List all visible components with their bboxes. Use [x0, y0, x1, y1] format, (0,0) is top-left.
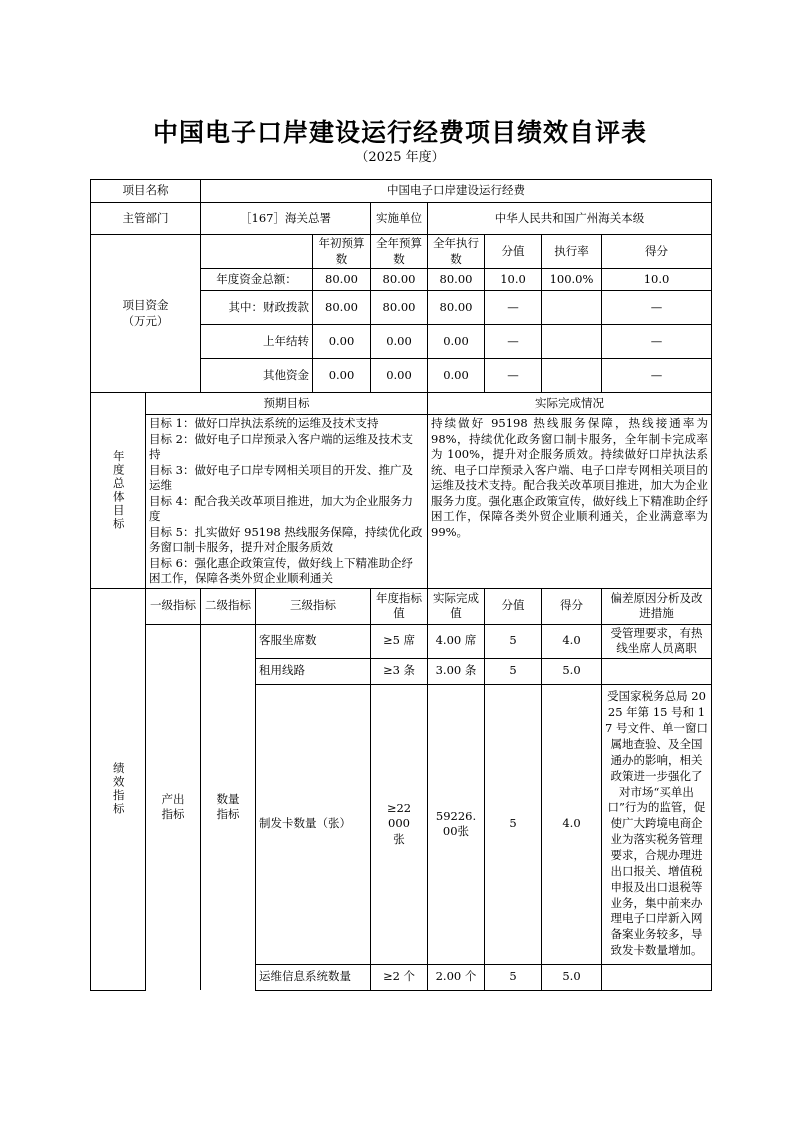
funds-row-label: [201, 325, 313, 359]
ind-row-reason: [602, 964, 712, 990]
ind-row-reason: [602, 658, 712, 684]
funds-row-label: 其中：财政拨款: [201, 291, 313, 325]
goals-actual-text: 持续做好 95198 热线服务保障，热线接通率为 98%，持续优化政务窗口制卡服务，全年制卡完成率为 100%，提升对企服务质效。持续做好口岸执法系统、电子口岸预录入客户端、电子口岸专网相关项目的运维及技术支持。配合我关改革项目推进，加大为企业服务力度。强化惠企政策宣传，做好线上下精准助企纾困工作，保障各类外贸企业顺利通关，企业满意率为 99%。: [428, 415, 712, 589]
ind-row-target: [371, 684, 428, 964]
funds-header-rate: 执行率: [542, 235, 602, 269]
impl-label: 实施单位: [371, 203, 428, 235]
indicators-label: [91, 588, 146, 990]
dept-value: ［167］海关总署: [201, 203, 371, 235]
funds-row-label: [201, 359, 313, 393]
ind-header-level1: 一级指标: [146, 588, 201, 624]
indicators-label-text: 绩效指标: [111, 762, 126, 817]
funds-header-blank: [201, 235, 313, 269]
ind-row-points: 4.0: [542, 624, 602, 658]
funds-cell: 0.00: [313, 325, 371, 359]
ind-header-target: 年度指标值: [371, 588, 428, 624]
funds-cell: —: [485, 291, 542, 325]
funds-cell: 100.0%: [542, 269, 602, 291]
goal-item: 目标 6：强化惠企政策宣传，做好线上下精准助企纾困工作，保障各类外贸企业顺利通关: [149, 555, 413, 586]
ind-row-target: ≥3 条: [371, 658, 428, 684]
funds-cell: [542, 291, 602, 325]
funds-cell: 80.00: [313, 269, 371, 291]
goals-expected-list: [146, 415, 428, 589]
funds-cell: —: [602, 291, 712, 325]
funds-header-annual: 全年预算数: [371, 235, 428, 269]
funds-label: [91, 235, 201, 393]
funds-cell: 80.00: [371, 291, 428, 325]
funds-cell: 0.00: [371, 325, 428, 359]
funds-row-label-text: 其他资金: [263, 367, 309, 382]
funds-header-score: 分值: [485, 235, 542, 269]
funds-cell: —: [602, 359, 712, 393]
ind-row-actual-text: 59226.00张: [435, 808, 477, 839]
impl-value: 中华人民共和国广州海关本级: [428, 203, 712, 235]
ind-row-points: 4.0: [542, 684, 602, 964]
goal-item: 目标 5：扎实做好 95198 热线服务保障，持续优化政务窗口制卡服务，提升对企服务质效: [149, 524, 423, 555]
funds-header-points: 得分: [602, 235, 712, 269]
funds-row-label: 年度资金总额：: [201, 269, 313, 291]
ind-row-target: ≥5 席: [371, 624, 428, 658]
funds-cell: 0.00: [428, 325, 485, 359]
ind-row-actual: [428, 684, 485, 964]
funds-label-text: 项目资金（万元）: [122, 298, 169, 328]
ind-row-actual: 4.00 席: [428, 624, 485, 658]
ind-row-points: 5.0: [542, 964, 602, 990]
project-name-label: 项目名称: [91, 180, 201, 203]
ind-header-actual: 实际完成值: [428, 588, 485, 624]
ind-header-points: 得分: [542, 588, 602, 624]
ind-row-name: 制发卡数量（张）: [256, 684, 371, 964]
funds-cell: —: [485, 359, 542, 393]
project-name-value: 中国电子口岸建设运行经费: [201, 180, 712, 203]
goal-item: 目标 1：做好口岸执法系统的运维及技术支持: [149, 416, 379, 431]
page-title: 中国电子口岸建设运行经费项目绩效自评表: [152, 118, 647, 147]
funds-row-label-text: 上年结转: [263, 333, 309, 348]
funds-cell: [542, 359, 602, 393]
ind-level2: [201, 624, 256, 990]
ind-header-reason: 偏差原因分析及改进措施: [602, 588, 712, 624]
ind-row-target: ≥2 个: [371, 964, 428, 990]
funds-cell: 0.00: [428, 359, 485, 393]
ind-row-name: 租用线路: [256, 658, 371, 684]
funds-cell: 10.0: [602, 269, 712, 291]
funds-cell: 0.00: [371, 359, 428, 393]
ind-row-reason: 受管理要求，有热线坐席人员离职: [602, 624, 712, 658]
ind-row-points: 5.0: [542, 658, 602, 684]
funds-cell: 80.00: [428, 269, 485, 291]
dept-label: 主管部门: [91, 203, 201, 235]
ind-row-score: 5: [485, 624, 542, 658]
funds-cell: 0.00: [313, 359, 371, 393]
ind-level2-text: 数量指标: [216, 791, 240, 822]
goals-label: [91, 393, 146, 589]
ind-row-score: 5: [485, 658, 542, 684]
ind-level1: [146, 624, 201, 990]
ind-row-actual: 2.00 个: [428, 964, 485, 990]
ind-row-actual: 3.00 条: [428, 658, 485, 684]
goals-actual-header: 实际完成情况: [428, 393, 712, 415]
funds-header-initial: 年初预算数: [313, 235, 371, 269]
funds-cell: 80.00: [371, 269, 428, 291]
funds-cell: —: [602, 325, 712, 359]
ind-row-score: 5: [485, 684, 542, 964]
ind-header-level2: 二级指标: [201, 588, 256, 624]
goal-item: 目标 2：做好电子口岸预录入客户端的运维及技术支持: [149, 431, 413, 462]
funds-cell: 10.0: [485, 269, 542, 291]
goal-item: 目标 3：做好电子口岸专网相关项目的开发、推广及运维: [149, 462, 413, 493]
ind-row-target-text: ≥22000张: [386, 800, 412, 846]
ind-header-score: 分值: [485, 588, 542, 624]
funds-cell: 80.00: [428, 291, 485, 325]
ind-row-name: 运维信息系统数量: [256, 964, 371, 990]
goals-expected-header: 预期目标: [146, 393, 428, 415]
evaluation-table: [90, 179, 712, 991]
funds-cell: 80.00: [313, 291, 371, 325]
ind-row-reason: 受国家税务总局 2025 年第 15 号和 17 号文件、单一窗口属地查验、及全国通办的影响，相关政策进一步强化了对市场“买单出口”行为的监管，促使广大跨境电商企业为落实税务管理要求，合规办理进出口报关、增值税申报及出口退税等业务，集中前来办理电子口岸新入网备案业务较多，导致发卡数量增加。: [602, 684, 712, 964]
page-subtitle: （2025 年度）: [355, 150, 445, 165]
ind-row-score: 5: [485, 964, 542, 990]
ind-level1-text: 产出指标: [161, 791, 185, 822]
goals-label-text: 年度总体目标: [111, 449, 126, 531]
ind-header-level3: 三级指标: [256, 588, 371, 624]
funds-cell: —: [485, 325, 542, 359]
funds-cell: [542, 325, 602, 359]
goal-item: 目标 4：配合我关改革项目推进，加大为企业服务力度: [149, 493, 413, 524]
funds-header-executed: 全年执行数: [428, 235, 485, 269]
ind-row-name: 客服坐席数: [256, 624, 371, 658]
